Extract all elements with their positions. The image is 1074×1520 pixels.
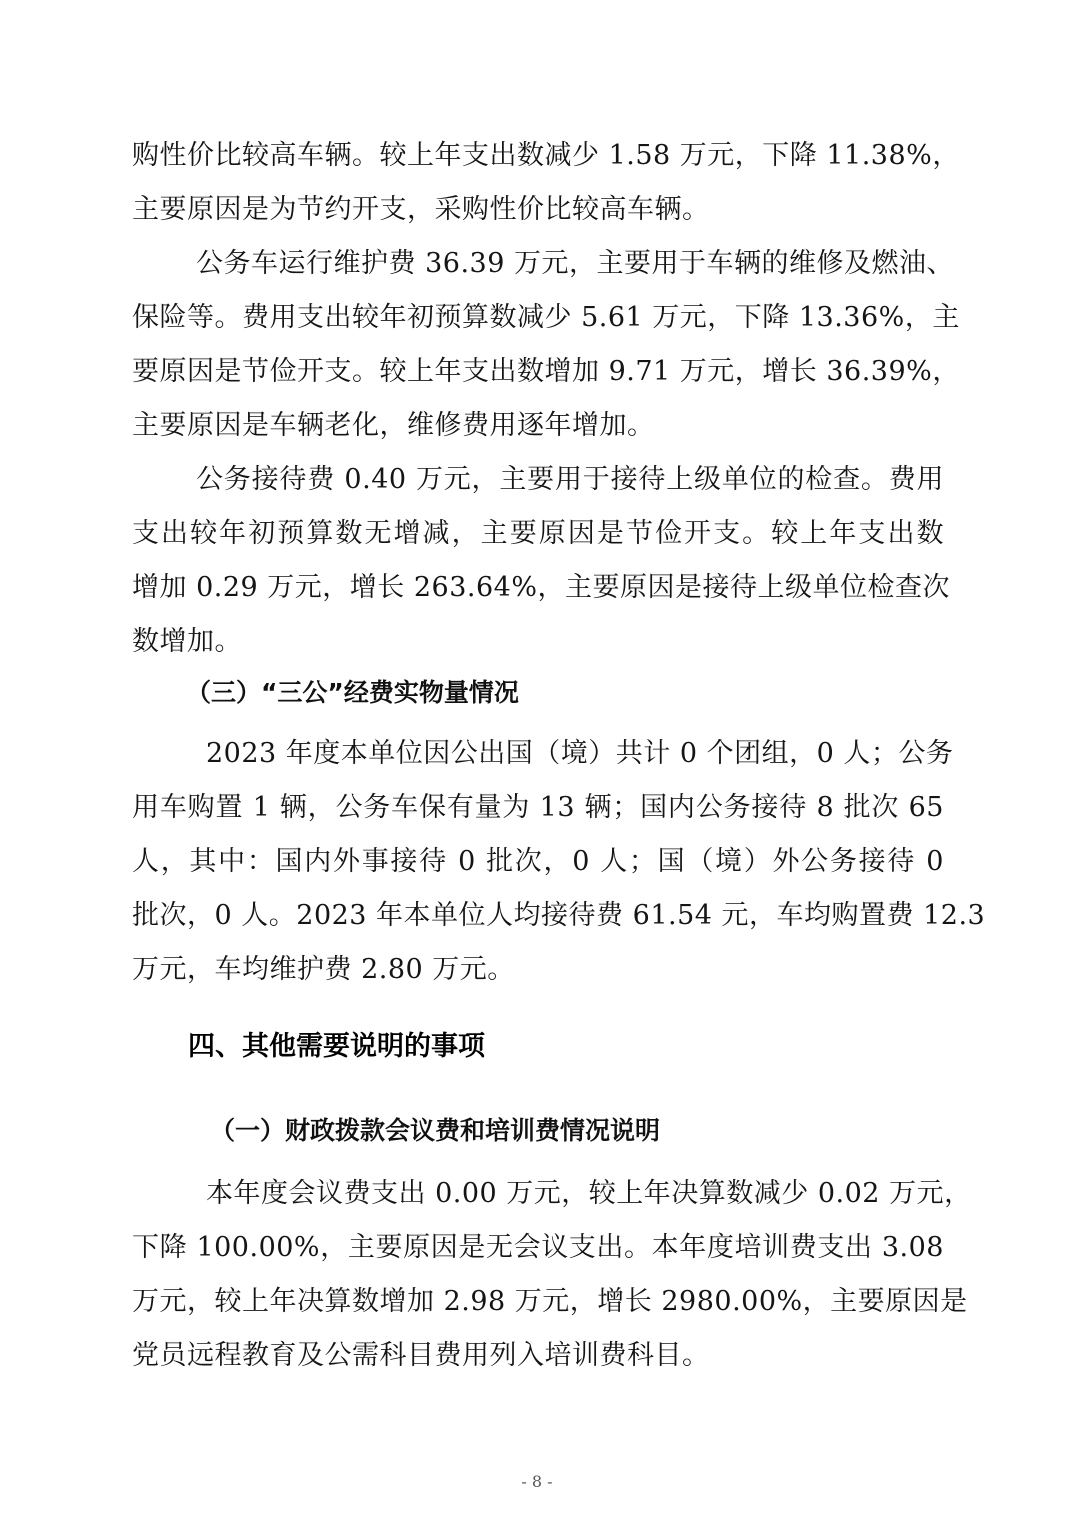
paragraph-line: 万元，较上年决算数增加 2.98 万元，增长 2980.00%，主要原因是	[132, 1286, 968, 1317]
paragraph-line: 购性价比较高车辆。较上年支出数减少 1.58 万元，下降 11.38%，	[132, 140, 960, 171]
page-number: - 8 -	[521, 1472, 553, 1491]
paragraph-line: 本年度会议费支出 0.00 万元，较上年决算数减少 0.02 万元，	[206, 1178, 972, 1209]
paragraph-line: 公务接待费 0.40 万元，主要用于接待上级单位的检查。费用	[196, 464, 944, 495]
paragraph-line: 支出较年初预算数无增减，主要原因是节俭开支。较上年支出数	[132, 518, 944, 549]
paragraph-line: 人，其中：国内外事接待 0 批次，0 人；国（境）外公务接待 0	[132, 846, 944, 877]
paragraph-line: 公务车运行维护费 36.39 万元，主要用于车辆的维修及燃油、	[196, 248, 954, 279]
section-heading-4: 四、其他需要说明的事项	[188, 1031, 485, 1062]
paragraph-line: 用车购置 1 辆，公务车保有量为 13 辆；国内公务接待 8 批次 65	[132, 792, 944, 823]
paragraph-line: 万元，车均维护费 2.80 万元。	[132, 954, 515, 985]
section-heading-3: （三）“三公”经费实物量情况	[186, 678, 519, 707]
paragraph-line: 批次，0 人。2023 年本单位人均接待费 61.54 元，车均购置费 12.3	[132, 900, 986, 931]
paragraph-line: 增加 0.29 万元，增长 263.64%，主要原因是接待上级单位检查次	[132, 572, 950, 603]
paragraph-line: 保险等。费用支出较年初预算数减少 5.61 万元，下降 13.36%，主	[132, 302, 960, 333]
paragraph-line: 主要原因是车辆老化，维修费用逐年增加。	[132, 410, 655, 441]
paragraph-line: 党员远程教育及公需科目费用列入培训费科目。	[132, 1340, 710, 1371]
paragraph-line: 2023 年度本单位因公出国（境）共计 0 个团组，0 人；公务	[206, 738, 954, 769]
subsection-heading-4-1: （一）财政拨款会议费和培训费情况说明	[210, 1116, 661, 1145]
paragraph-line: 主要原因是为节约开支，采购性价比较高车辆。	[132, 194, 710, 225]
paragraph-line: 下降 100.00%，主要原因是无会议支出。本年度培训费支出 3.08	[132, 1232, 944, 1263]
paragraph-line: 要原因是节俭开支。较上年支出数增加 9.71 万元，增长 36.39%，	[132, 356, 960, 387]
paragraph-line: 数增加。	[132, 626, 242, 657]
